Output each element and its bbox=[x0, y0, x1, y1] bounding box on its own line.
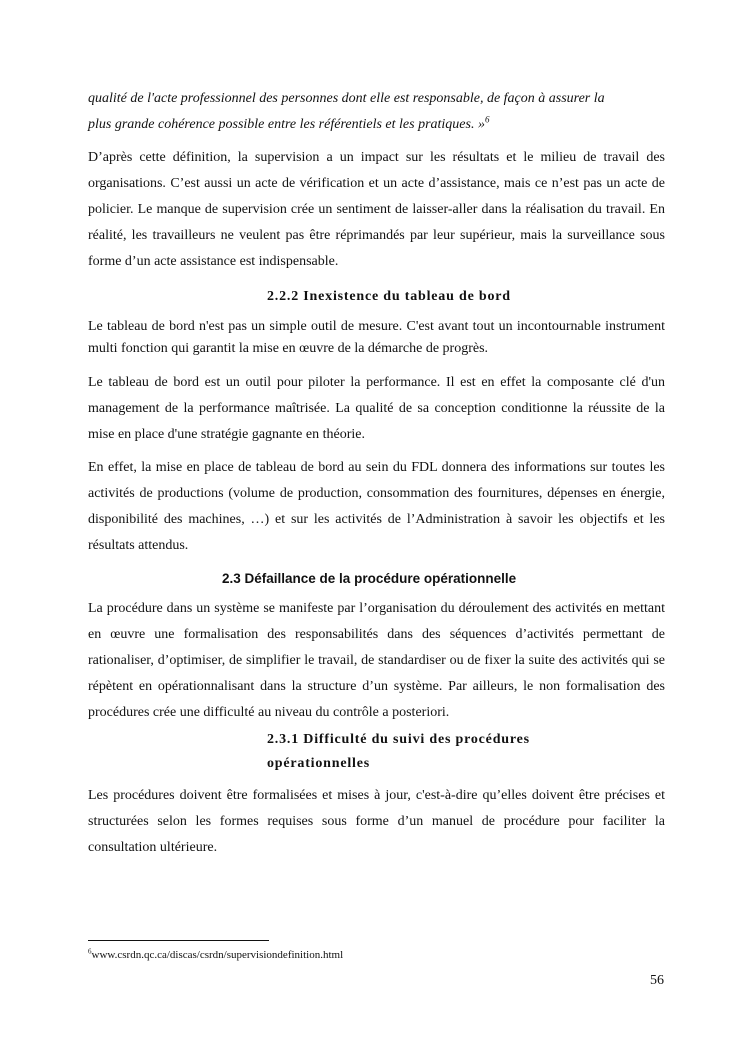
heading-2-2-2: 2.2.2 Inexistence du tableau de bord bbox=[267, 289, 511, 304]
quote-line-2: plus grande cohérence possible entre les référentiels et les pratiques. » bbox=[88, 117, 485, 132]
paragraph-tableau-3: En effet, la mise en place de tableau de bord au sein du FDL donnera des informations sur toutes les activités de productions (volume de production, consommation des fournitures, dépenses en énergie, disponibilité des machines, …) et sur les activités de l’Administration à savoir les objectifs et les résultats attendus. bbox=[88, 460, 665, 553]
quote-continuation bbox=[88, 86, 665, 138]
footnote bbox=[88, 948, 343, 962]
page-body bbox=[88, 86, 665, 861]
heading-2-3: 2.3 Défaillance de la procédure opérationnelle bbox=[222, 571, 517, 586]
footnote-url[interactable]: www.csrdn.qc.ca/discas/csrdn/supervisiondefinition.html bbox=[91, 949, 344, 961]
footnote-divider bbox=[88, 940, 269, 941]
heading-2-3-1-line-2: opérationnelles bbox=[267, 756, 370, 771]
page-number: 56 bbox=[650, 973, 664, 988]
paragraph-suivi: Les procédures doivent être formalisées et mises à jour, c'est-à-dire qu’elles doivent être précises et structurées selon les formes requises sous forme d’un manuel de procédure pour faciliter la consultation ultérieure. bbox=[88, 788, 665, 855]
paragraph-tableau-2: Le tableau de bord est un outil pour piloter la performance. Il est en effet la composante clé d'un management de la performance maîtrisée. La qualité de sa conception conditionne la réussite de la mise en place d'une stratégie gagnante en théorie. bbox=[88, 375, 665, 442]
footnote-reference[interactable]: 6 bbox=[484, 114, 490, 125]
heading-2-3-1 bbox=[88, 728, 665, 776]
footnote-number: 6 bbox=[88, 947, 92, 956]
paragraph-supervision: D’après cette définition, la supervision a un impact sur les résultats et le milieu de travail des organisations. C’est aussi un acte de vérification et un acte d’assistance, mais ce n’est pas un acte de policier. Le manque de supervision crée un sentiment de laisser-aller dans la réalisation du travail. En réalité, les travailleurs ne veulent pas être réprimandés par leur supérieur, mais la surveillance sous forme d’un acte assistance est indispensable. bbox=[88, 150, 665, 269]
heading-2-3-1-line-1: 2.3.1 Difficulté du suivi des procédures bbox=[267, 732, 530, 747]
quote-line-1: qualité de l'acte professionnel des personnes dont elle est responsable, de façon à assurer la bbox=[88, 91, 605, 106]
paragraph-tableau-1: Le tableau de bord n'est pas un simple outil de mesure. C'est avant tout un incontournable instrument multi fonction qui garantit la mise en œuvre de la démarche de progrès. bbox=[88, 319, 665, 356]
paragraph-procedure: La procédure dans un système se manifeste par l’organisation du déroulement des activités en mettant en œuvre une formalisation des responsabilités dans des séquences d’activités permettant de rationaliser, d’optimiser, de simplifier le travail, de standardiser ou de fixer la suite des activités qui se répètent en opérationnalisant dans la structure d’un système. Par ailleurs, le non formalisation des procédures crée une difficulté au niveau du contrôle a posteriori. bbox=[88, 601, 665, 720]
